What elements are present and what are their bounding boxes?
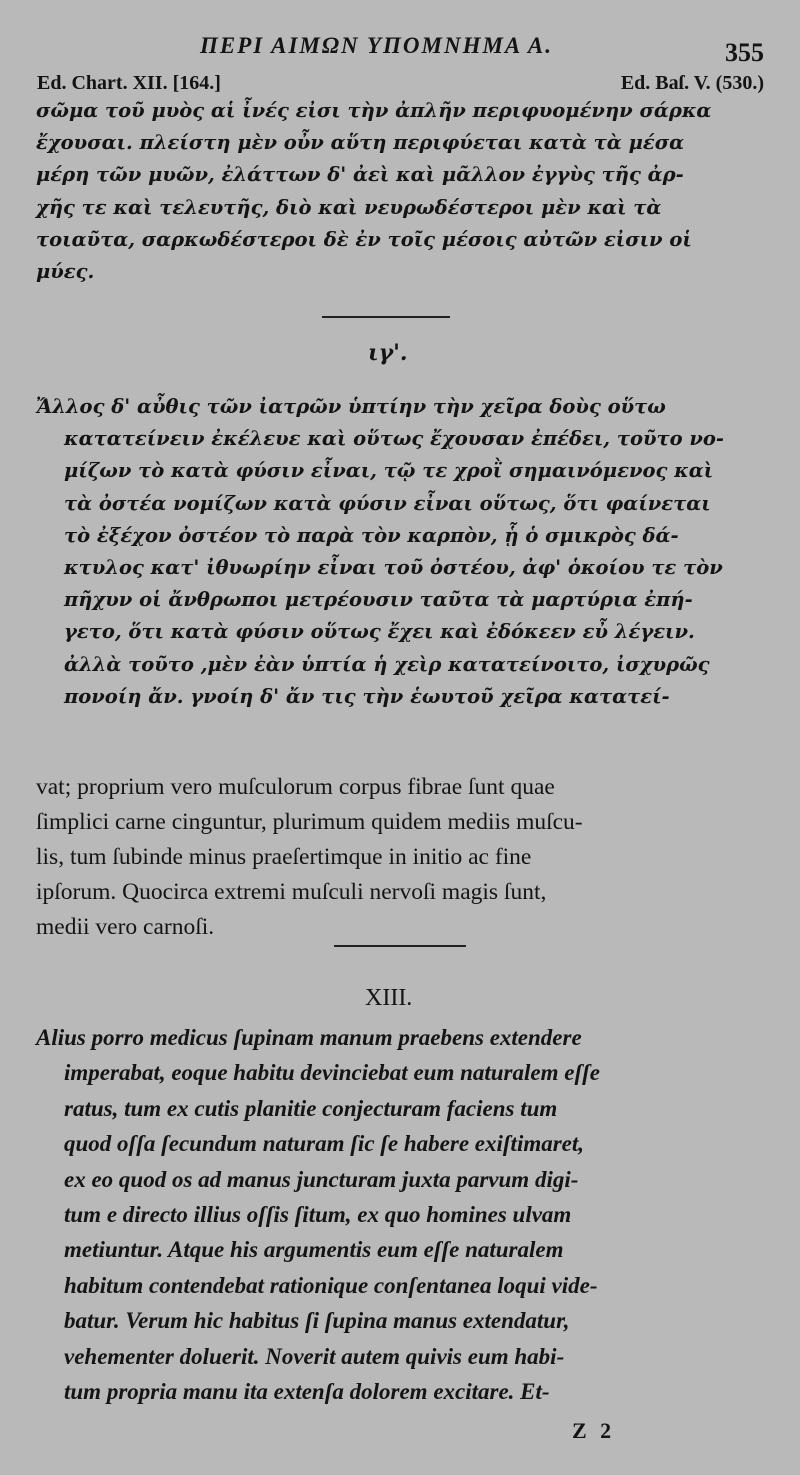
text-line: vat; proprium vero muſculorum corpus fibrae ſunt quae <box>36 774 555 800</box>
text-line: χῆς τε καὶ τελευτῆς, διὸ καὶ νευρωδέστεροι μὲν καὶ τὰ <box>36 195 662 219</box>
text-line: imperabat, eoque habitu devinciebat eum naturalem eſſe <box>64 1060 600 1086</box>
signature-mark: Z 2 <box>572 1418 616 1443</box>
text-line: τὰ ὀστέα νομίζων κατὰ φύσιν εἶναι οὕτως, ὅτι φαίνεται <box>64 491 711 515</box>
text-line: ἔχουσαι. πλείστη μὲν οὖν αὕτη περιφύεται κατὰ τὰ μέσα <box>36 131 685 155</box>
text-line: medii vero carnoſi. <box>36 914 215 940</box>
text-line: κτυλος κατ' ἰθυωρίην εἶναι τοῦ ὀστέου, ἀφ' ὁκοίου τε τὸν <box>64 556 723 580</box>
latin-section-number: XIII. <box>365 985 413 1011</box>
greek-paragraph-1 <box>36 95 765 288</box>
text-line: ipſorum. Quocirca extremi muſculi nervoſi magis ſunt, <box>36 879 547 905</box>
text-line: tum propria manu ita extenſa dolorem excitare. Et- <box>64 1379 550 1405</box>
text-line: τοιαῦτα, σαρκωδέστεροι δὲ ἐν τοῖς μέσοις αὐτῶν εἰσιν οἱ <box>36 227 692 251</box>
text-line: ſimplici carne cinguntur, plurimum quidem mediis muſcu- <box>36 809 583 835</box>
text-line: γετο, ὅτι κατὰ φύσιν οὕτως ἔχει καὶ ἐδόκεεν εὖ λέγειν. <box>64 620 695 644</box>
text-line: τὸ ἐξέχον ὀστέον τὸ παρὰ τὸν καρπὸν, ᾗ ὁ σμικρὸς δά- <box>64 523 679 547</box>
text-line: quod oſſa ſecundum naturam ſic ſe habere exiſtimaret, <box>64 1131 585 1157</box>
text-line: μίζων τὸ κατὰ φύσιν εἶναι, τῷ τε χροῒ σημαινόμενος καὶ <box>64 459 714 483</box>
greek-section-number: ιγ'. <box>368 340 408 366</box>
text-line: Alius porro medicus ſupinam manum praebens extendere <box>36 1025 582 1050</box>
latin-paragraph-1 <box>36 770 765 945</box>
text-line: tum e directo illius oſſis ſitum, ex quo homines ulvam <box>64 1202 572 1228</box>
text-line: μύες. <box>36 260 95 284</box>
text-line: μέρη τῶν μυῶν, ἐλάττων δ' ἀεὶ καὶ μᾶλλον ἐγγὺς τῆς ἀρ- <box>36 163 684 187</box>
text-line: vehementer doluerit. Noverit autem quivis eum habi- <box>64 1343 565 1369</box>
section-divider <box>322 316 450 318</box>
text-line: lis, tum ſubinde minus praeſertimque in initio ac fine <box>36 844 532 870</box>
latin-paragraph-2 <box>36 1020 765 1409</box>
edition-reference-basel: Ed. Baſ. V. (530.) <box>620 72 764 94</box>
running-title: ΠΕΡΙ ΑΙΜΩΝ ΥΠΟΜΝΗΜΑ Α. <box>200 33 553 58</box>
text-line: Ἄλλος δ' αὖθις τῶν ἰατρῶν ὑπτίην τὴν χεῖρα δοὺς οὕτω <box>36 395 666 418</box>
text-line: ἀλλὰ τοῦτο ,μὲν ἐὰν ὑπτία ἡ χεὶρ κατατείνοιτο, ἰσχυρῶς <box>64 652 710 676</box>
text-line: κατατείνειν ἐκέλευε καὶ οὕτως ἔχουσαν ἐπέδει, τοῦτο νο- <box>64 427 725 451</box>
text-line: ratus, tum ex cutis planitie conjecturam faciens tum <box>64 1095 558 1121</box>
text-line: σῶμα τοῦ μυὸς αἱ ἶνές εἰσι τὴν ἀπλῆν περιφυομένην σάρκα <box>36 99 712 122</box>
text-line: ex eo quod os ad manus juncturam juxta parvum digi- <box>64 1166 579 1192</box>
text-line: batur. Verum hic habitus ſi ſupina manus extendatur, <box>64 1308 570 1334</box>
text-line: πονοίη ἄν. γνοίη δ' ἄν τις τὴν ἑωυτοῦ χεῖρα κατατεί- <box>64 684 670 708</box>
edition-reference-chartier: Ed. Chart. XII. [164.] <box>37 72 221 94</box>
section-divider <box>334 945 466 947</box>
page-number: 355 <box>725 38 764 67</box>
greek-paragraph-2 <box>36 391 765 713</box>
text-line: πῆχυν οἱ ἄνθρωποι μετρέουσιν ταῦτα τὰ μαρτύρια ἐπή- <box>64 588 693 612</box>
text-line: habitum contendebat rationique conſentanea loqui vide- <box>64 1272 598 1298</box>
text-line: metiuntur. Atque his argumentis eum eſſe naturalem <box>64 1237 564 1263</box>
